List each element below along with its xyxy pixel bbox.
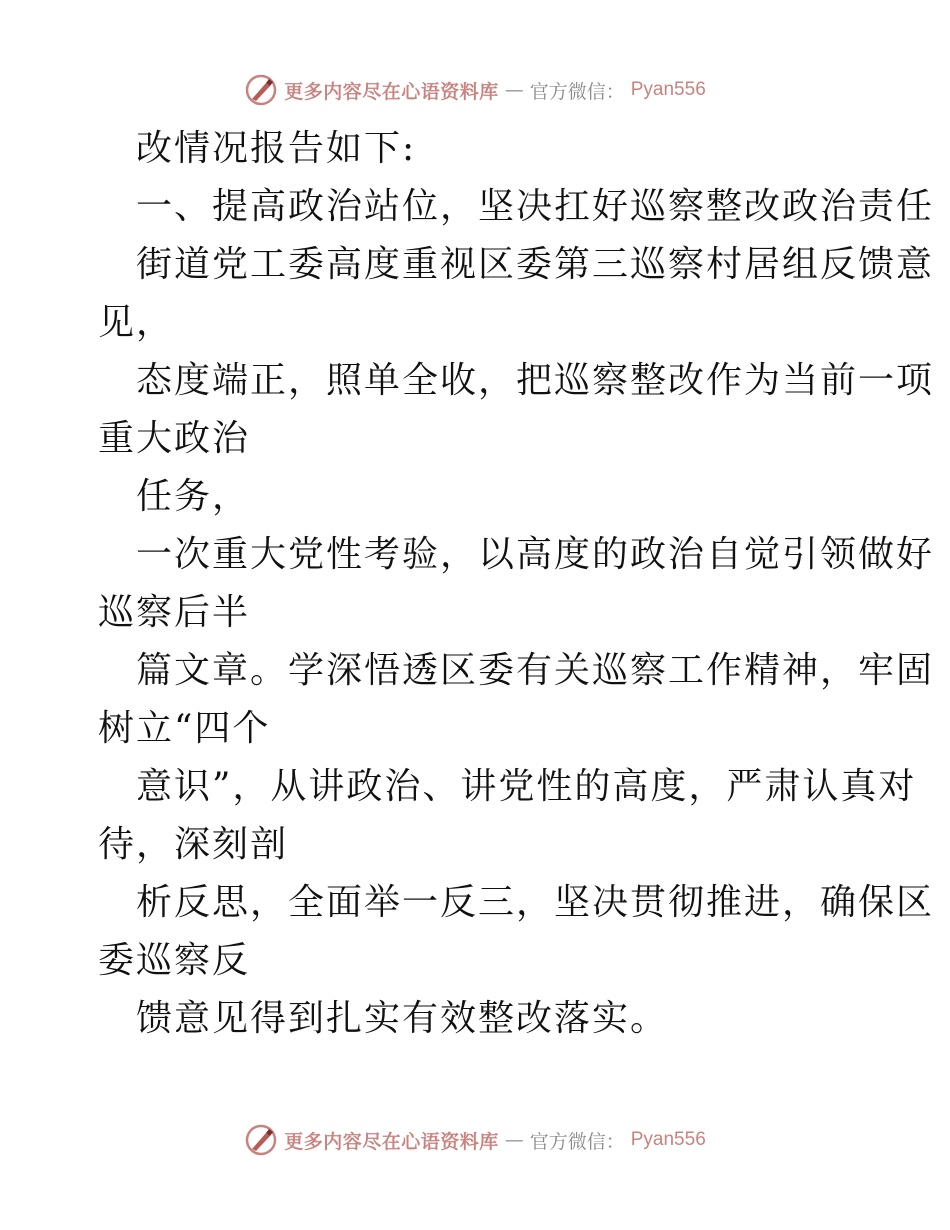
banner-wechat-label: 官方微信： xyxy=(529,80,625,103)
banner-wechat-label: 官方微信： xyxy=(529,1130,625,1153)
body-line: 一次重大党性考验，以高度的政治自觉引领做好 xyxy=(136,534,935,575)
body-line: 见， xyxy=(98,302,175,343)
document-body xyxy=(98,120,935,1048)
body-line: 树立“四个 xyxy=(98,708,271,749)
section-heading: 一、提高政治站位，坚决扛好巡察整改政治责任 xyxy=(136,186,935,227)
body-line: 重大政治 xyxy=(98,418,251,459)
body-line: 任务， xyxy=(136,476,251,517)
body-line: 态度端正，照单全收，把巡察整改作为当前一项 xyxy=(136,360,935,401)
banner-dash: — xyxy=(504,79,524,101)
body-line: 委巡察反 xyxy=(98,940,251,981)
body-line: 改情况报告如下: xyxy=(136,128,417,169)
banner-site-text: 更多内容尽在心语资料库 xyxy=(284,80,499,103)
banner-wechat-id: Pyan556 xyxy=(630,79,706,100)
body-line: 篇文章。学深悟透区委有关巡察工作精神，牢固 xyxy=(136,650,935,691)
body-line: 街道党工委高度重视区委第三巡察村居组反馈意 xyxy=(136,244,935,285)
pen-logo-icon xyxy=(244,73,278,107)
banner-dash: — xyxy=(504,1129,524,1151)
body-line: 析反思，全面举一反三，坚决贯彻推进，确保区 xyxy=(136,882,935,923)
banner-wechat-id: Pyan556 xyxy=(630,1129,706,1150)
body-line: 馈意见得到扎实有效整改落实。 xyxy=(136,998,669,1039)
banner-site-text: 更多内容尽在心语资料库 xyxy=(284,1130,499,1153)
pen-logo-icon xyxy=(244,1123,278,1157)
header-watermark-banner xyxy=(0,70,950,110)
footer-watermark-banner xyxy=(0,1120,950,1160)
body-line: 巡察后半 xyxy=(98,592,251,633)
body-line: 意识”，从讲政治、讲党性的高度，严肃认真对 xyxy=(136,766,917,807)
body-line: 待，深刻剖 xyxy=(98,824,289,865)
